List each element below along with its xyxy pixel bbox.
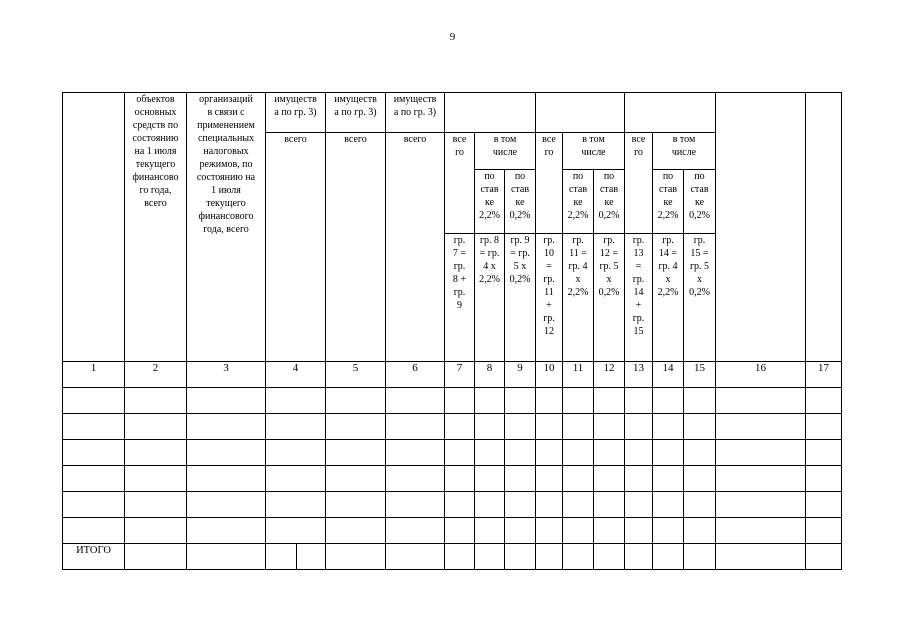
table-cell: [653, 518, 684, 544]
table-cell: [536, 388, 563, 414]
header-cell-14-15-group: в том числе: [653, 133, 716, 170]
table-cell: [326, 440, 386, 466]
table-cell: [536, 440, 563, 466]
column-number: 17: [806, 362, 842, 388]
page-number: 9: [449, 31, 456, 43]
column-number: 3: [187, 362, 266, 388]
table-cell: [536, 492, 563, 518]
table-cell: [653, 492, 684, 518]
formula-cell-9: гр. 9 = гр. 5 х 0,2%: [505, 234, 536, 362]
table-cell: [505, 440, 536, 466]
total-cell: [187, 544, 266, 570]
header-cell-6: всего: [386, 133, 445, 362]
table-cell: [445, 414, 475, 440]
table-cell: [594, 466, 625, 492]
table-cell: [505, 388, 536, 414]
total-cell: [266, 544, 326, 570]
table-cell: [266, 518, 326, 544]
table-cell: [125, 440, 187, 466]
table-cell: [563, 466, 594, 492]
data-rows: [63, 388, 842, 544]
total-cell: [505, 544, 536, 570]
table-cell: [326, 388, 386, 414]
table-cell: [187, 440, 266, 466]
total-cell: [653, 544, 684, 570]
report-table: [62, 92, 842, 570]
table-cell: [386, 388, 445, 414]
table-cell: [187, 492, 266, 518]
table-cell: [63, 440, 125, 466]
column-number: 13: [625, 362, 653, 388]
table-cell: [386, 440, 445, 466]
table-cell: [125, 492, 187, 518]
header-cell-16: [716, 93, 806, 362]
column-number: 14: [653, 362, 684, 388]
table-cell: [475, 388, 505, 414]
header-group-10-12: [536, 93, 625, 133]
total-cell: [326, 544, 386, 570]
table-cell: [505, 518, 536, 544]
table-cell: [806, 440, 842, 466]
table-cell: [326, 466, 386, 492]
table-cell: [653, 414, 684, 440]
table-row: [63, 466, 842, 492]
column-number: 2: [125, 362, 187, 388]
table-cell: [684, 492, 716, 518]
table-cell: [475, 466, 505, 492]
column-number: 15: [684, 362, 716, 388]
table-cell: [445, 440, 475, 466]
header-cell-5-top: имуществ а по гр. 3): [326, 93, 386, 133]
total-cell: [806, 544, 842, 570]
table-cell: [266, 414, 326, 440]
table-cell: [653, 440, 684, 466]
header-cell-3: организаций в связи с применением специальных налоговых режимов, по состоянию на 1 июля текущего финансового года, всего: [187, 93, 266, 362]
header-cell-4-top: имуществ а по гр. 3): [266, 93, 326, 133]
formula-cell-8: гр. 8 = гр. 4 х 2,2%: [475, 234, 505, 362]
table-cell: [806, 518, 842, 544]
header-cell-13: все го: [625, 133, 653, 234]
table-cell: [594, 518, 625, 544]
table-cell: [563, 388, 594, 414]
column-number: 12: [594, 362, 625, 388]
table-cell: [475, 440, 505, 466]
table-cell: [684, 466, 716, 492]
table-cell: [653, 466, 684, 492]
header-cell-2: объектов основных средств по состоянию на 1 июля текущего финансово го года, всего: [125, 93, 187, 362]
total-cell: [536, 544, 563, 570]
header-cell-15: по став ке 0,2%: [684, 170, 716, 234]
table-cell: [445, 388, 475, 414]
table-cell: [625, 440, 653, 466]
table-cell: [187, 414, 266, 440]
table-cell: [505, 466, 536, 492]
table-cell: [63, 388, 125, 414]
header-cell-10: все го: [536, 133, 563, 234]
column-number: 1: [63, 362, 125, 388]
total-row: [63, 544, 842, 570]
table-cell: [716, 440, 806, 466]
formula-cell-11: гр. 11 = гр. 4 х 2,2%: [563, 234, 594, 362]
table-cell: [386, 466, 445, 492]
table-cell: [445, 466, 475, 492]
table-row: [63, 492, 842, 518]
table-cell: [386, 492, 445, 518]
table-cell: [716, 414, 806, 440]
table-cell: [716, 492, 806, 518]
table-cell: [625, 466, 653, 492]
header-cell-11: по став ке 2,2%: [563, 170, 594, 234]
table-cell: [563, 492, 594, 518]
table-cell: [653, 388, 684, 414]
total-cell: [125, 544, 187, 570]
total-cell: [386, 544, 445, 570]
column-number: 6: [386, 362, 445, 388]
total-cell: [563, 544, 594, 570]
table-cell: [625, 492, 653, 518]
table-cell: [125, 414, 187, 440]
column-number: 9: [505, 362, 536, 388]
header-group-13-15: [625, 93, 716, 133]
table-cell: [536, 518, 563, 544]
table-cell: [326, 414, 386, 440]
header-cell-7: все го: [445, 133, 475, 234]
table-cell: [63, 466, 125, 492]
header-cell-4: всего: [266, 133, 326, 362]
header-cell-6-top: имуществ а по гр. 3): [386, 93, 445, 133]
table-cell: [625, 388, 653, 414]
table-cell: [806, 388, 842, 414]
formula-cell-13: гр. 13 = гр. 14 + гр. 15: [625, 234, 653, 362]
total-cell: [475, 544, 505, 570]
table-cell: [125, 466, 187, 492]
total-cell: [625, 544, 653, 570]
table-cell: [266, 440, 326, 466]
table-cell: [806, 414, 842, 440]
header-group-7-9: [445, 93, 536, 133]
table-cell: [505, 492, 536, 518]
table-cell: [475, 414, 505, 440]
table-cell: [386, 414, 445, 440]
table-cell: [187, 518, 266, 544]
table-cell: [125, 388, 187, 414]
table-cell: [716, 388, 806, 414]
header-cell-5: всего: [326, 133, 386, 362]
table-cell: [563, 414, 594, 440]
header-cell-11-12-group: в том числе: [563, 133, 625, 170]
header-cell-17: [806, 93, 842, 362]
total-cell: [445, 544, 475, 570]
column-number: 11: [563, 362, 594, 388]
header-cell-12: по став ке 0,2%: [594, 170, 625, 234]
header-cell-8-9-group: в том числе: [475, 133, 536, 170]
table-row: [63, 388, 842, 414]
table-cell: [684, 440, 716, 466]
table-cell: [594, 414, 625, 440]
formula-cell-12: гр. 12 = гр. 5 х 0,2%: [594, 234, 625, 362]
column-number: 10: [536, 362, 563, 388]
table-cell: [536, 466, 563, 492]
column-number-row: [63, 362, 842, 388]
header-cell-9: по став ке 0,2%: [505, 170, 536, 234]
table-cell: [716, 466, 806, 492]
total-cell: [716, 544, 806, 570]
table-cell: [475, 518, 505, 544]
column-number: 16: [716, 362, 806, 388]
table-cell: [63, 414, 125, 440]
table-cell: [684, 518, 716, 544]
table-cell: [625, 414, 653, 440]
table-cell: [386, 518, 445, 544]
table-cell: [625, 518, 653, 544]
table-cell: [445, 518, 475, 544]
table-cell: [326, 492, 386, 518]
table-cell: [63, 518, 125, 544]
total-cell: [594, 544, 625, 570]
table-cell: [716, 518, 806, 544]
table-cell: [505, 414, 536, 440]
table-cell: [536, 414, 563, 440]
total-label: ИТОГО: [63, 544, 125, 570]
header-cell-14: по став ке 2,2%: [653, 170, 684, 234]
table-cell: [563, 518, 594, 544]
cell-divider: [296, 544, 297, 569]
formula-cell-7: гр. 7 = гр. 8 + гр. 9: [445, 234, 475, 362]
formula-cell-15: гр. 15 = гр. 5 х 0,2%: [684, 234, 716, 362]
table-cell: [475, 492, 505, 518]
table-cell: [594, 440, 625, 466]
table-cell: [266, 388, 326, 414]
table-cell: [563, 440, 594, 466]
table-cell: [684, 414, 716, 440]
table-cell: [187, 388, 266, 414]
table-row: [63, 440, 842, 466]
table-cell: [806, 492, 842, 518]
table-cell: [125, 518, 187, 544]
formula-cell-14: гр. 14 = гр. 4 х 2,2%: [653, 234, 684, 362]
table-cell: [63, 492, 125, 518]
table-cell: [445, 492, 475, 518]
table-cell: [594, 388, 625, 414]
header-cell-8: по став ке 2,2%: [475, 170, 505, 234]
formula-cell-10: гр. 10 = гр. 11 + гр. 12: [536, 234, 563, 362]
header-cell-1: [63, 93, 125, 362]
column-number: 7: [445, 362, 475, 388]
table-cell: [187, 466, 266, 492]
table-cell: [594, 492, 625, 518]
table-cell: [326, 518, 386, 544]
total-cell: [684, 544, 716, 570]
table-row: [63, 414, 842, 440]
table-cell: [806, 466, 842, 492]
table-cell: [266, 466, 326, 492]
table-cell: [684, 388, 716, 414]
table-row: [63, 518, 842, 544]
table-cell: [266, 492, 326, 518]
column-number: 8: [475, 362, 505, 388]
column-number: 5: [326, 362, 386, 388]
column-number: 4: [266, 362, 326, 388]
